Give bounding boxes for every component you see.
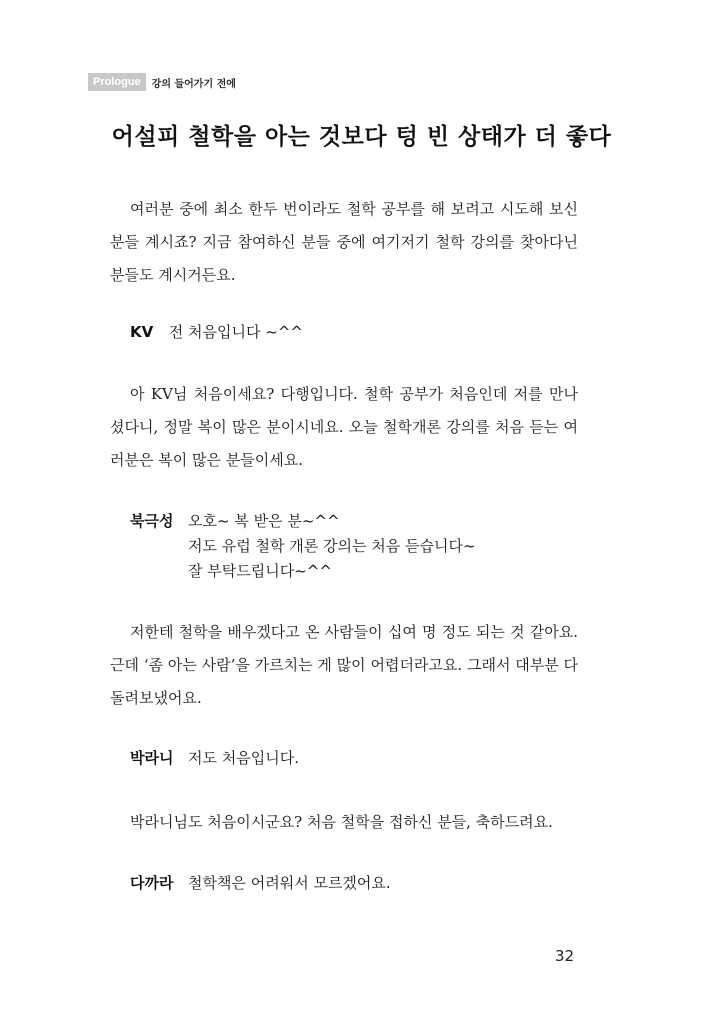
page-number: 32 [555,947,575,965]
dialogue-line: 저도 유럽 철학 개론 강의는 처음 듣습니다~ [188,537,476,555]
speaker-name: 다까라 [130,874,174,892]
dialogue-line: 저도 처음입니다. [188,749,299,767]
dialogue-parani [130,746,299,771]
dialogue-bukgeukseong [130,509,476,584]
dialogue-line: 철학책은 어려워서 모르겠어요. [188,874,391,892]
dialogue-dakkara [130,871,391,896]
paragraph-4: 박라니님도 처음이시군요? 처음 철학을 접하신 분들, 축하드려요. [130,813,553,831]
speaker-name: KV [130,323,154,341]
paragraph-3: 저한테 철학을 배우겠다고 온 사람들이 십여 명 정도 되는 것 같아요. 근데 ‘좀 아는 사람’을 가르치는 게 많이 어렵더라고요. 그래서 대부분 다 돌려보냈어요. [110,623,578,707]
dialogue-line: 잘 부탁드립니다~^^ [188,562,332,580]
speaker-name: 박라니 [130,749,174,767]
speaker-name: 북극성 [130,512,174,530]
dialogue-line: 오호~ 복 받은 분~^^ [188,512,340,530]
running-header [88,73,236,91]
dialogue-kv [130,320,303,345]
section-title: 강의 들어가기 전에 [151,78,236,90]
paragraph-2: 아 KV님 처음이세요? 다행입니다. 철학 공부가 처음인데 저를 만나셨다니, 정말 복이 많은 분이시네요. 오늘 철학개론 강의를 처음 듣는 여러분은 복이 많은 분들이세요. [110,385,578,469]
prologue-badge: Prologue [88,73,146,91]
chapter-title: 어설피 철학을 아는 것보다 텅 빈 상태가 더 좋다 [111,124,612,150]
paragraph-1: 여러분 중에 최소 한두 번이라도 철학 공부를 해 보려고 시도해 보신 분들 계시죠? 지금 참여하신 분들 중에 여기저기 철학 강의를 찾아다닌 분들도 계시거든요. [110,200,578,284]
dialogue-line: 전 처음입니다 ~^^ [168,323,303,341]
